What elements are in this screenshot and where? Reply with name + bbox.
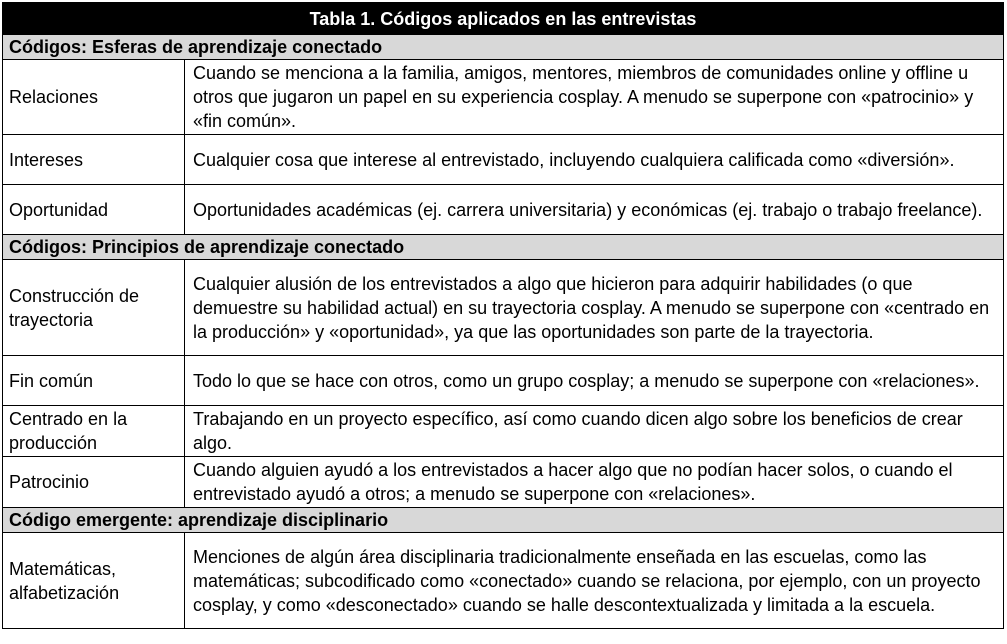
description-cell: Cualquier cosa que interese al entrevistado, incluyendo cualquiera calificada como «diversión». (185, 135, 1004, 185)
section-heading: Códigos: Esferas de aprendizaje conectado (3, 35, 1004, 60)
description-cell: Menciones de algún área disciplinaria tradicionalmente enseñada en las escuelas, como las matemáticas; subcodificado como «conectado» cuando se relaciona, por ejemplo, con un proyecto cosplay, y como «desconectado» cuando se halle descontextualizada y limitada a la escuela. (185, 533, 1004, 629)
table-title: Tabla 1. Códigos aplicados en las entrevistas (3, 3, 1004, 35)
code-cell: Centrado en la producción (3, 406, 185, 457)
section-heading: Códigos: Principios de aprendizaje conectado (3, 235, 1004, 260)
code-cell: Patrocinio (3, 457, 185, 508)
table-row (3, 135, 1004, 185)
section-heading: Código emergente: aprendizaje disciplinario (3, 508, 1004, 533)
table-row (3, 185, 1004, 235)
code-cell: Oportunidad (3, 185, 185, 235)
table-row (3, 260, 1004, 356)
table-row (3, 60, 1004, 135)
section-heading-row (3, 235, 1004, 260)
description-cell: Todo lo que se hace con otros, como un grupo cosplay; a menudo se superpone con «relaciones». (185, 356, 1004, 406)
table-row (3, 533, 1004, 629)
section-heading-row (3, 35, 1004, 60)
description-cell: Trabajando en un proyecto específico, así como cuando dicen algo sobre los beneficios de crear algo. (185, 406, 1004, 457)
table-title-row (3, 3, 1004, 35)
code-cell: Relaciones (3, 60, 185, 135)
codes-table (2, 2, 1004, 629)
code-cell: Construcción de trayectoria (3, 260, 185, 356)
code-cell: Intereses (3, 135, 185, 185)
table-row (3, 356, 1004, 406)
section-heading-row (3, 508, 1004, 533)
table-row (3, 457, 1004, 508)
description-cell: Cuando se menciona a la familia, amigos, mentores, miembros de comunidades online y offline u otros que jugaron un papel en su experiencia cosplay. A menudo se superpone con «patrocinio» y «fin común». (185, 60, 1004, 135)
code-cell: Matemáticas, alfabetización (3, 533, 185, 629)
description-cell: Oportunidades académicas (ej. carrera universitaria) y económicas (ej. trabajo o trabajo freelance). (185, 185, 1004, 235)
table-row (3, 406, 1004, 457)
code-cell: Fin común (3, 356, 185, 406)
description-cell: Cualquier alusión de los entrevistados a algo que hicieron para adquirir habilidades (o que demuestre su habilidad actual) en su trayectoria cosplay. A menudo se superpone con «centrado en la producción» y «oportunidad», ya que las oportunidades son parte de la trayectoria. (185, 260, 1004, 356)
description-cell: Cuando alguien ayudó a los entrevistados a hacer algo que no podían hacer solos, o cuando el entrevistado ayudó a otros; a menudo se superpone con «relaciones». (185, 457, 1004, 508)
